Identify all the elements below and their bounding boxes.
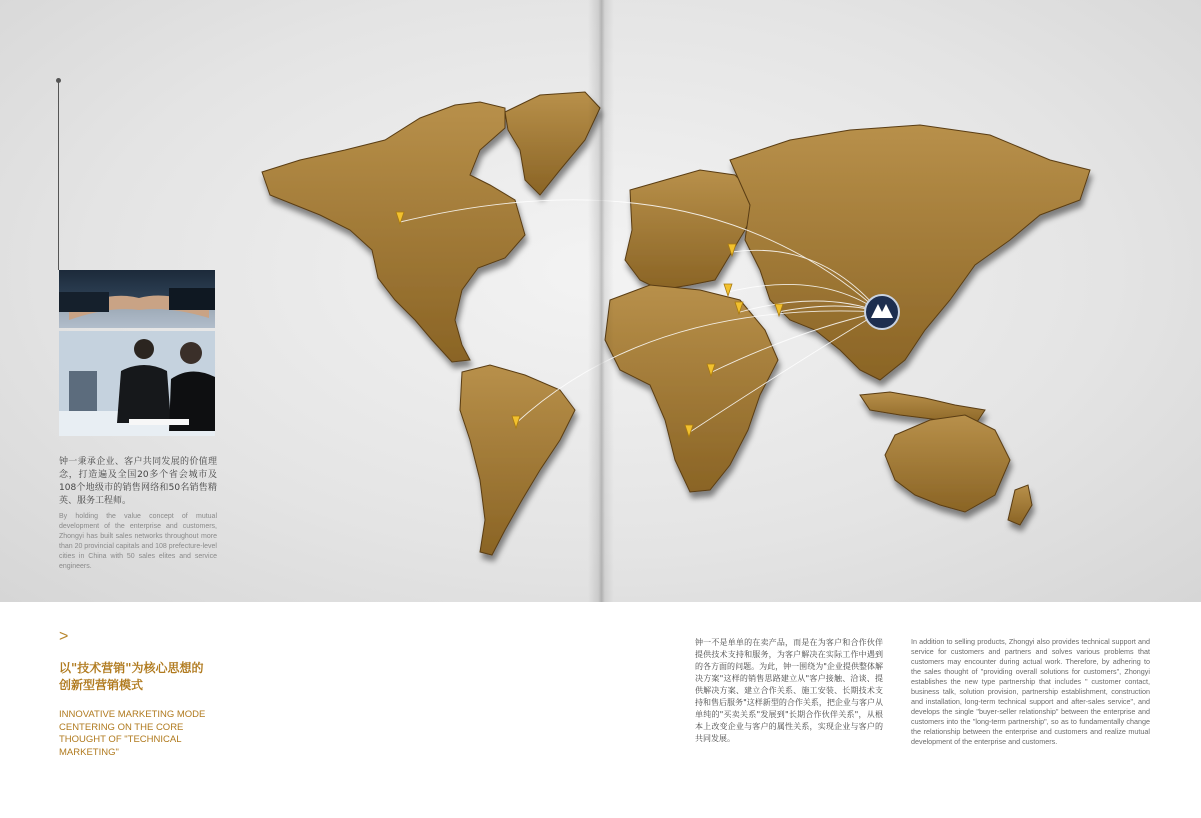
south-america bbox=[460, 365, 575, 555]
timeline-line bbox=[58, 80, 59, 270]
new-zealand bbox=[1008, 485, 1032, 525]
intro-text-en: By holding the value concept of mutual development of the enterprise and customers, Zhongyi has built sales networks throughout more than 20 provincial capitals and 108 prefecture-level cities in China with 50 sales elites and service engineers. bbox=[59, 513, 217, 570]
body-text-cn: 钟一不是单单的在卖产品，而是在为客户和合作伙伴提供技术支持和服务，为客户解决在实际工作中遇到的各方面的问题。为此，钟一围绕为"企业提供整体解决方案"这样的销售思路建立从"客户接触、洽谈、提供解决方案、建立合作关系、施工安装、长期技术支持和售后服务"这样新型的合作关系，把企业与客户从单纯的"买卖关系"发展到"长期合作伙伴关系"，从根本上改变企业与客户的属性关系，实现企业与客户的共同发展。 bbox=[695, 638, 883, 743]
body-text-en: In addition to selling products, Zhongyi also provides technical support and service for customers and partners and solves various problems that customers may encounter during actual work. Therefore, by adhering to the sales thought of "providing overall solutions for customers", Zhongyi establishes the new type partnership that includes " customer contact, business talk, solution provision, partnership establishment, construction and installation, long-term technical support and after-sales service", and develops the single "buyer-seller relationship" between the enterprise and customers into the "long-term partnership", so as to fundamentally change the relationship between the enterprise and customers and realize mutual development of the enterprise and customers. bbox=[911, 637, 1150, 746]
section-title-en: INNOVATIVE MARKETING MODE CENTERING ON THE CORE THOUGHT OF "TECHNICAL MARKETING" bbox=[59, 709, 206, 758]
north-america bbox=[262, 102, 525, 362]
section-title-cn-line2: 创新型营销模式 bbox=[59, 678, 144, 692]
greenland bbox=[505, 92, 600, 195]
hub-logo-icon bbox=[865, 295, 899, 329]
handshake-photo bbox=[59, 270, 215, 328]
africa bbox=[605, 285, 778, 492]
intro-text-cn: 钟一秉承企业、客户共同发展的价值理念，打造遍及全国20多个省会城市及108个地级市的销售网络和50名销售精英、服务工程师。 bbox=[59, 457, 217, 506]
section-title-cn bbox=[59, 660, 259, 694]
europe bbox=[625, 170, 760, 290]
chevron-right-icon: > bbox=[59, 628, 69, 645]
australia bbox=[885, 415, 1010, 512]
location-pin-icon bbox=[724, 284, 732, 296]
section-title-cn-line1: 以"技术营销"为核心思想的 bbox=[59, 661, 204, 675]
call-center-photo bbox=[59, 331, 215, 436]
